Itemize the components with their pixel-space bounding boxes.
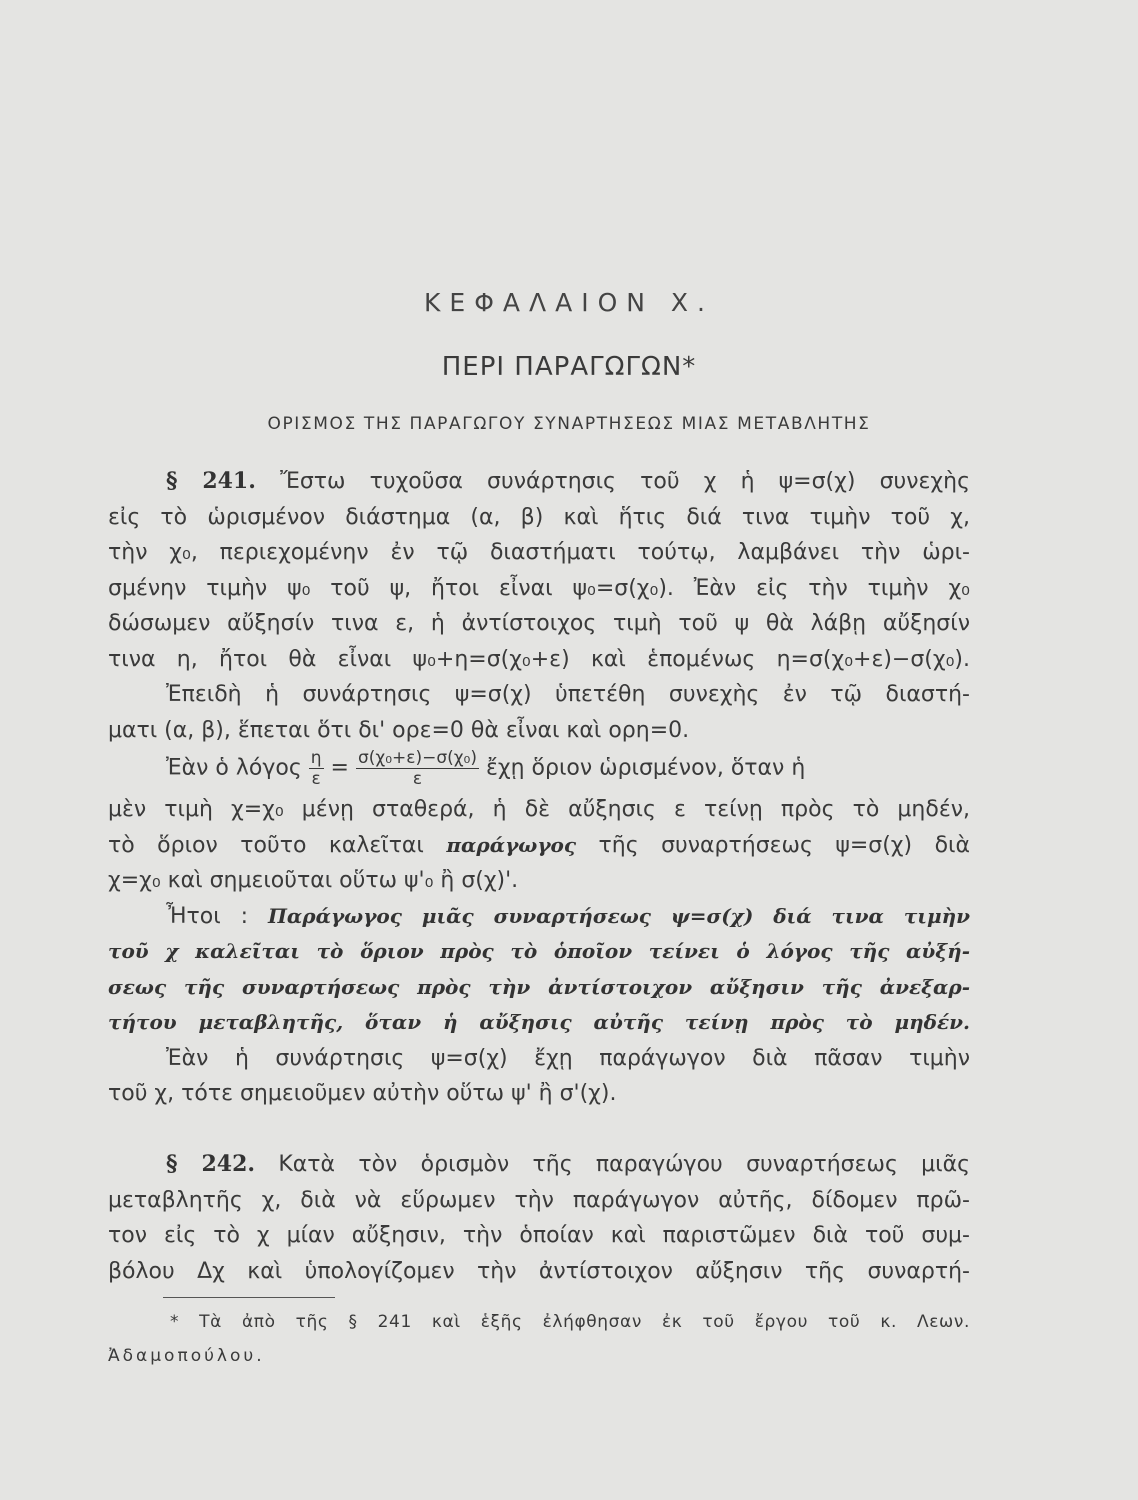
equals-sign: = [330, 755, 349, 781]
section-subtitle: ΟΡΙΣΜΟΣ ΤΗΣ ΠΑΡΑΓΩΓΟΥ ΣΥΝΑΡΤΗΣΕΩΣ ΜΙΑΣ ΜΕΤΑΒΛΗΤΗΣ [267, 414, 871, 434]
text-line: τοῦ χ, τότε σημειοῦμεν αὐτὴν οὕτω ψ' ἢ σ'(χ). [108, 1081, 617, 1106]
denominator: ε [311, 769, 321, 789]
text-line: Ἔστω τυχοῦσα συνάρτησις τοῦ χ ἡ ψ=σ(χ) συνεχὴς [280, 469, 970, 494]
chapter-heading: ΚΕΦΑΛΑΙΟΝ X. [424, 288, 714, 317]
section-242 [108, 1147, 970, 1289]
definition-line: σεως τῆς συναρτήσεως πρὸς τὴν ἀντίστοιχον αὔξησιν τῆς ἀνεξαρ- [108, 974, 970, 999]
section-number: § 242. [166, 1151, 256, 1177]
text-line: βόλου Δχ καὶ ὑπολογίζομεν τὴν ἀντίστοιχον αὔξησιν τῆς συναρτή- [108, 1258, 970, 1284]
text-span: ἔχῃ ὅριον ὡρισμένον, ὅταν ἡ [486, 755, 806, 781]
definition-line: τοῦ χ καλεῖται τὸ ὅριον πρὸς τὸ ὁποῖον τείνει ὁ λόγος τῆς αὐξή- [108, 939, 970, 963]
text-line: ματι (α, β), ἕπεται ὅτι δι' ορε=0 θὰ εἶναι καὶ ορη=0. [108, 717, 690, 743]
section-241 [108, 464, 970, 1112]
text-line: μεταβλητῆς χ, διὰ νὰ εὕρωμεν τὴν παράγωγον αὐτῆς, δίδομεν πρῶ- [108, 1187, 970, 1213]
text-line: Ἐπειδὴ ἡ συνάρτησις ψ=σ(χ) ὑπετέθη συνεχὴς ἐν τῷ διαστή- [166, 682, 970, 707]
footnote-rule [163, 1297, 335, 1298]
text-line: δώσωμεν αὔξησίν τινα ε, ἡ ἀντίστοιχος τιμὴ τοῦ ψ θὰ λάβῃ αὔξησίν [108, 611, 970, 636]
fraction-ratio [309, 748, 324, 789]
text-span: τῆς συναρτήσεως ψ=σ(χ) διὰ [598, 832, 970, 858]
text-line: σμένην τιμὴν ψ₀ τοῦ ψ, ἤτοι εἶναι ψ₀=σ(χ₀). Ἐὰν εἰς τὴν τιμὴν χ₀ [108, 575, 970, 601]
definition-text: Παράγωγος μιᾶς συναρτήσεως ψ=σ(χ) διά τινα τιμὴν [268, 903, 970, 928]
text-line: Κατὰ τὸν ὁρισμὸν τῆς παραγώγου συναρτήσεως μιᾶς [278, 1152, 970, 1177]
footnote [108, 1305, 970, 1373]
text-span: τὸ ὅριον τοῦτο καλεῖται [108, 832, 424, 858]
text-line: Ἐὰν ἡ συνάρτησις ψ=σ(χ) ἔχῃ παράγωγον διὰ πᾶσαν τιμὴν [166, 1045, 970, 1071]
text-span: Ἐὰν ὁ λόγος [166, 755, 302, 781]
denominator: ε [412, 769, 423, 789]
definition-line: τήτου μεταβλητῆς, ὅταν ἡ αὔξησις αὐτῆς τείνῃ πρὸς τὸ μηδέν. [108, 1010, 970, 1034]
fraction-line [108, 748, 970, 792]
numerator: σ(χ₀+ε)−σ(χ₀) [357, 748, 477, 768]
chapter-title: ΠΕΡΙ ΠΑΡΑΓΩΓΩΝ* [441, 352, 697, 382]
emphasized-term: παράγωγος [446, 832, 577, 857]
text-line [108, 1147, 970, 1183]
section-number: § 241. [166, 468, 256, 494]
fraction-difference-quotient [356, 748, 479, 789]
text-span: Ἦτοι : [166, 903, 249, 929]
text-line [108, 464, 970, 500]
definition-line [108, 899, 970, 935]
text-line [108, 828, 970, 864]
text-line: χ=χ₀ καὶ σημειοῦται οὕτω ψ'₀ ἢ σ(χ)'. [108, 868, 519, 893]
footnote-line: Ἀδαμοπούλου. [108, 1346, 265, 1366]
text-line: τὴν χ₀, περιεχομένην ἐν τῷ διαστήματι τούτῳ, λαμβάνει τὴν ὡρι- [108, 540, 970, 565]
text-line: τον εἰς τὸ χ μίαν αὔξησιν, τὴν ὁποίαν καὶ παριστῶμεν διὰ τοῦ συμ- [108, 1223, 970, 1248]
text-line: τινα η, ἤτοι θὰ εἶναι ψ₀+η=σ(χ₀+ε) καὶ ἑπομένως η=σ(χ₀+ε)−σ(χ₀). [108, 646, 970, 672]
footnote-line: * Τὰ ἀπὸ τῆς § 241 καὶ ἑξῆς ἐλήφθησαν ἐκ τοῦ ἔργου τοῦ κ. Λεων. [170, 1312, 970, 1332]
numerator: η [310, 748, 322, 768]
text-line: μὲν τιμὴ χ=χ₀ μένῃ σταθερά, ἡ δὲ αὔξησις ε τείνῃ πρὸς τὸ μηδέν, [108, 797, 970, 822]
text-line: εἰς τὸ ὡρισμένον διάστημα (α, β) καὶ ἥτις διά τινα τιμὴν τοῦ χ, [108, 504, 970, 530]
